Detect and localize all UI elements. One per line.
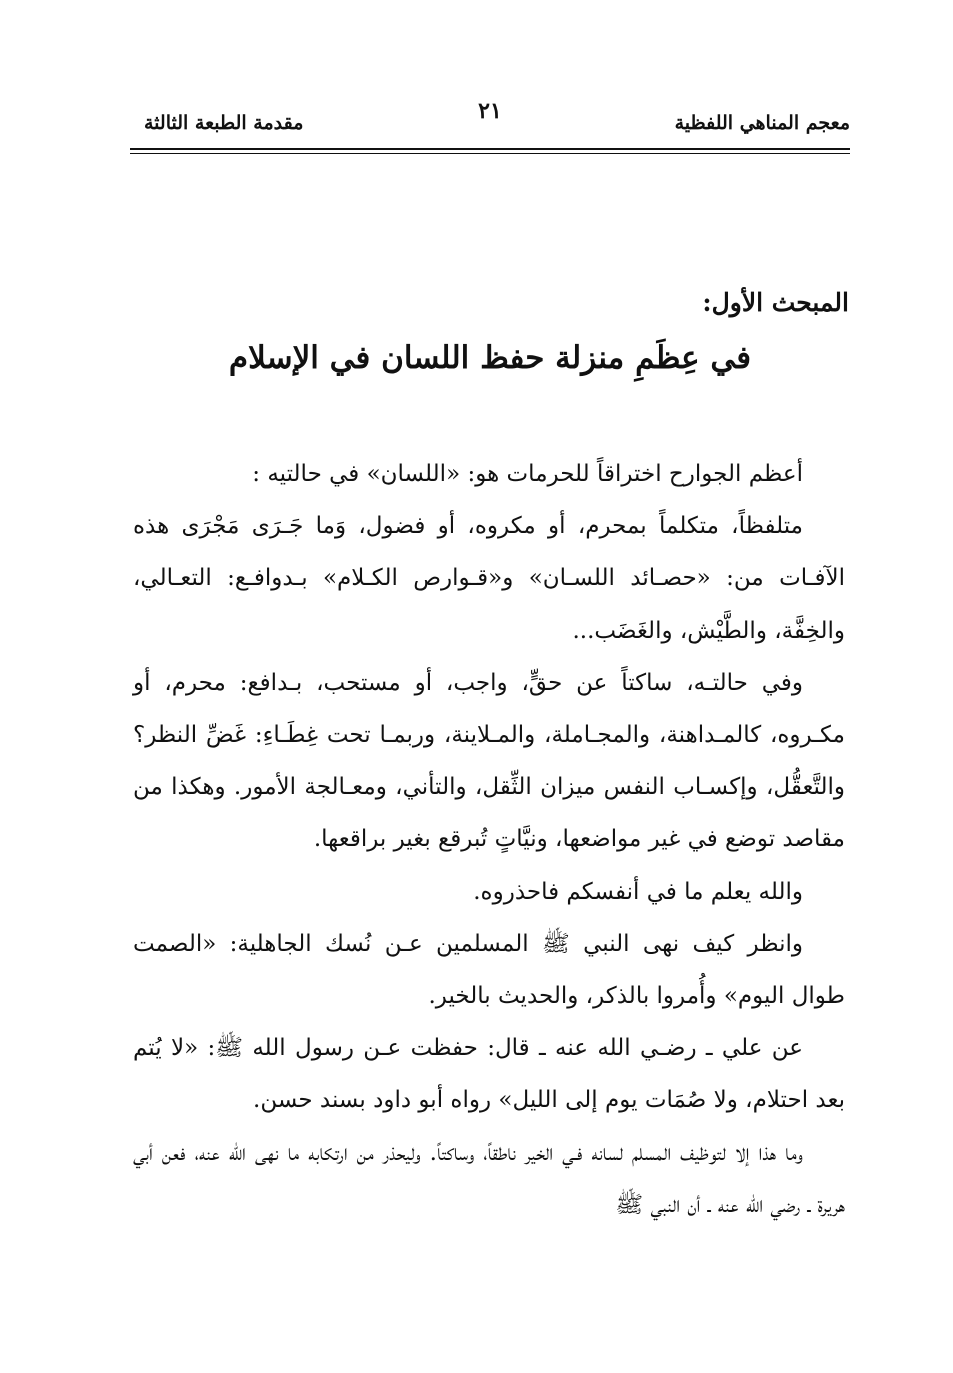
paragraph: عن علي ـ رضـي الله عنه ـ قال: حفظت عـن رسول الله ﷺ: «لا يُتم بعد احتلام، ولا صُمَات يوم إلى الليل» رواه أبو داود بسند حسن. — [133, 1035, 845, 1114]
body-text — [133, 448, 845, 1231]
header-rule-thick — [130, 148, 850, 150]
header-rule-thin — [130, 153, 850, 154]
book-title: معجم المناهي اللفظية — [674, 112, 850, 134]
page-number: ٢١ — [478, 98, 502, 124]
paragraph: متلفظاً، متكلماً بمحرم، أو مكروه، أو فضول، وَما جَـرَى مَجْرَى هذه الآفـات من: «حصـائد اللسـان» و«قـوارص الكـلام» بـدوافـع: التعـالي، والخِفَّة، والطَّيْش، والغَضَب... — [133, 513, 845, 644]
paragraph: والله يعلم ما في أنفسكم فاحذروه. — [473, 878, 803, 905]
section-label: المبحث الأول: — [702, 288, 849, 317]
paragraph: وفي حالتـه، ساكتاً عن حقٍّ، واجب، أو مستحب، بـدافع: محرم، أو مكـروه، كالمـداهنة، والمجـاملة، والمـلاينة، وربمـا تحت غِطَـاءِ: غَضِّ النظر؟ والتَّعقُّل، وإكسـاب النفس ميزان الثِّقل، والتأني، ومعـالجة الأمور. وهكذا من مقاصد توضع في غير مواضعها، ونيَّاتٍ تُبرقع بغير براقعها. — [133, 669, 845, 853]
paragraph: أعظم الجوارح اختراقاً للحرمات هو: «اللسان» في حالتيه : — [252, 461, 803, 487]
section-title: في عِظَمِ منزلة حفظ اللسان في الإسلام — [228, 340, 752, 376]
running-header — [130, 98, 850, 142]
chapter-title: مقدمة الطبعة الثالثة — [144, 112, 304, 134]
paragraph: وانظر كيف نهى النبي ﷺ المسلمين عـن نُسك الجاهلية: «الصمت طوال اليوم» وأُمروا بالذكر، والحديث بالخير. — [133, 930, 845, 1010]
paragraph: وما هذا إلا لتوظيف المسلم لسانه فـي الخير ناطقاً، وساكتاً. وليحذر من ارتكابه ما نهى الله عنه، فعن أبي هريرة ـ رضي الله عنه ـ أن النبي ﷺ — [133, 1139, 845, 1218]
